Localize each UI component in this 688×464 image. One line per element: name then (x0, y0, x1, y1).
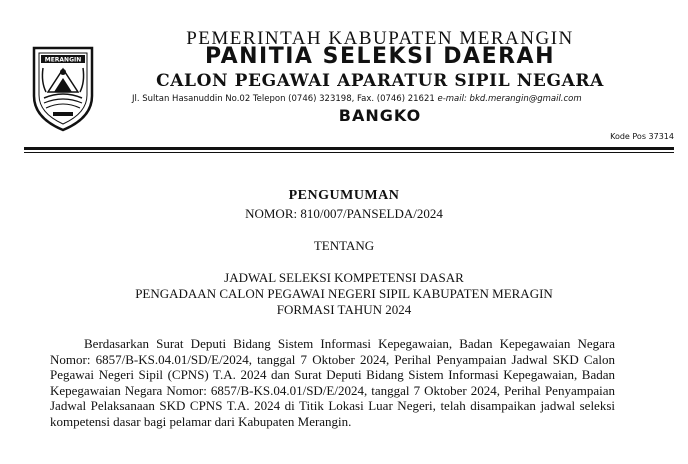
subject-line-1: JADWAL SELEKSI KOMPETENSI DASAR (224, 270, 464, 285)
postal-code: Kode Pos 37314 (610, 132, 674, 141)
contact-address (132, 94, 582, 104)
email-text: e-mail: bkd.merangin@gmail.com (437, 94, 582, 104)
subject-line-2: PENGADAAN CALON PEGAWAI NEGERI SIPIL KABUPATEN MERAGIN (135, 286, 553, 301)
merangin-regency-emblem (30, 42, 96, 132)
about-heading: TENTANG (313, 238, 375, 253)
government-name: PEMERINTAH KABUPATEN MERANGIN (186, 28, 574, 49)
announcement-title: PENGUMUMAN (288, 188, 400, 203)
committee-name: PANITIA SELEKSI DAERAH (205, 44, 555, 69)
address-text: Jl. Sultan Hasanuddin No.02 Telepon (0746) 323198, Fax. (0746) 21621 (132, 94, 435, 104)
letterhead-divider-thick (24, 147, 674, 150)
body-paragraph: Berdasarkan Surat Deputi Bidang Sistem Informasi Kepegawaian, Badan Kepegawaian Negara Nomor: 6857/B-KS.04.01/SD/E/2024, tanggal 7 Oktober 2024, Perihal Penyampaian Jadwal SKD Calon Pegawai Negeri Sipil (CPNS) T.A. 2024 dan Surat Deputi Bidang Sistem Informasi Kepegawaian, Badan Kepegawaian Negara Nomor: 6857/B-KS.04.01/SD/E/2024, tanggal 7 Oktober 2024, Perihal Penyampaian Jadwal Pelaksanaan SKD CPNS T.A. 2024 di Titik Lokasi Luar Negeri, telah disampaikan jadwal seleksi kompetensi dasar bagi pelamar dari Kabupaten Merangin. (50, 336, 615, 429)
committee-subtitle: CALON PEGAWAI APARATUR SIPIL NEGARA (156, 71, 604, 91)
subject-line-3: FORMASI TAHUN 2024 (276, 302, 412, 317)
svg-text:MERANGIN: MERANGIN (44, 56, 82, 64)
letterhead-divider-thin (24, 152, 674, 153)
city-name: BANGKO (338, 106, 422, 125)
announcement-number: NOMOR: 810/007/PANSELDA/2024 (245, 206, 443, 221)
